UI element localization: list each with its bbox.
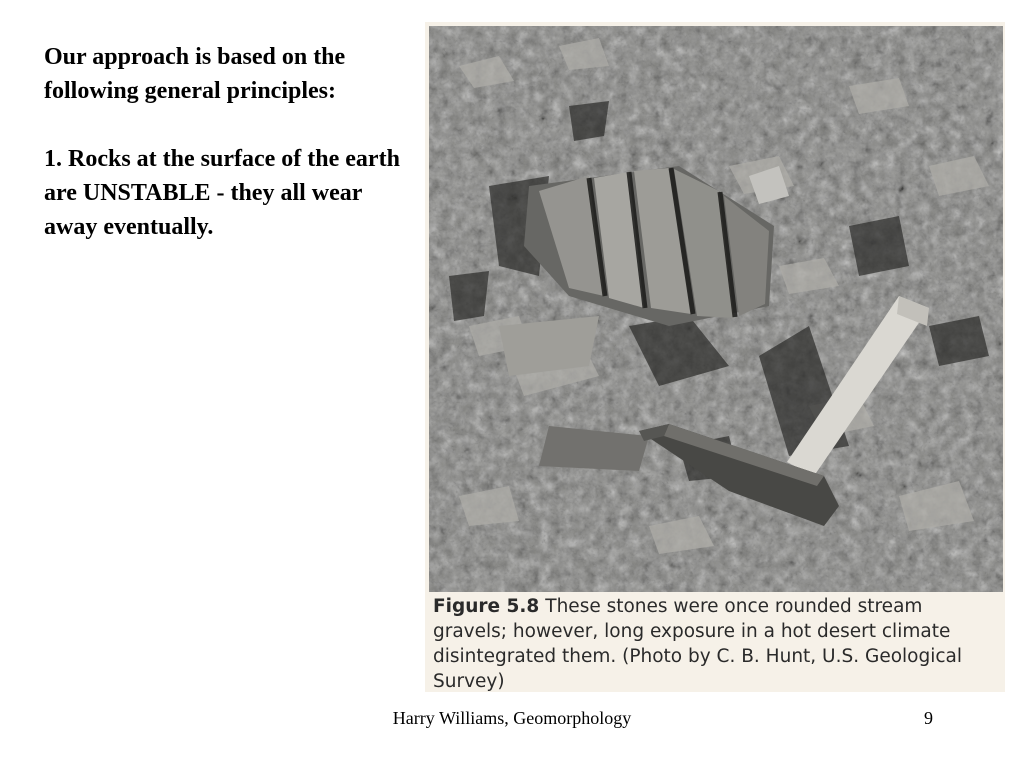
figure-label: Figure 5.8 (433, 596, 540, 617)
figure-photo (429, 26, 1003, 592)
figure (425, 22, 1005, 692)
figure-caption-text: These stones were once rounded stream gravels; however, long exposure in a hot desert climate disintegrated them. (Photo by C. B. Hunt, U.S. Geological Survey) (433, 596, 963, 692)
slide-footer: Harry Williams, Geomorphology (392, 708, 632, 728)
page-number: 9 (924, 708, 933, 728)
desert-stones-photo (429, 26, 1003, 592)
slide-body-text: Our approach is based on the following general principles: 1. Rocks at the surface of the earth are UNSTABLE - they all wear away eventually. (44, 44, 400, 240)
figure-caption (433, 594, 1001, 694)
